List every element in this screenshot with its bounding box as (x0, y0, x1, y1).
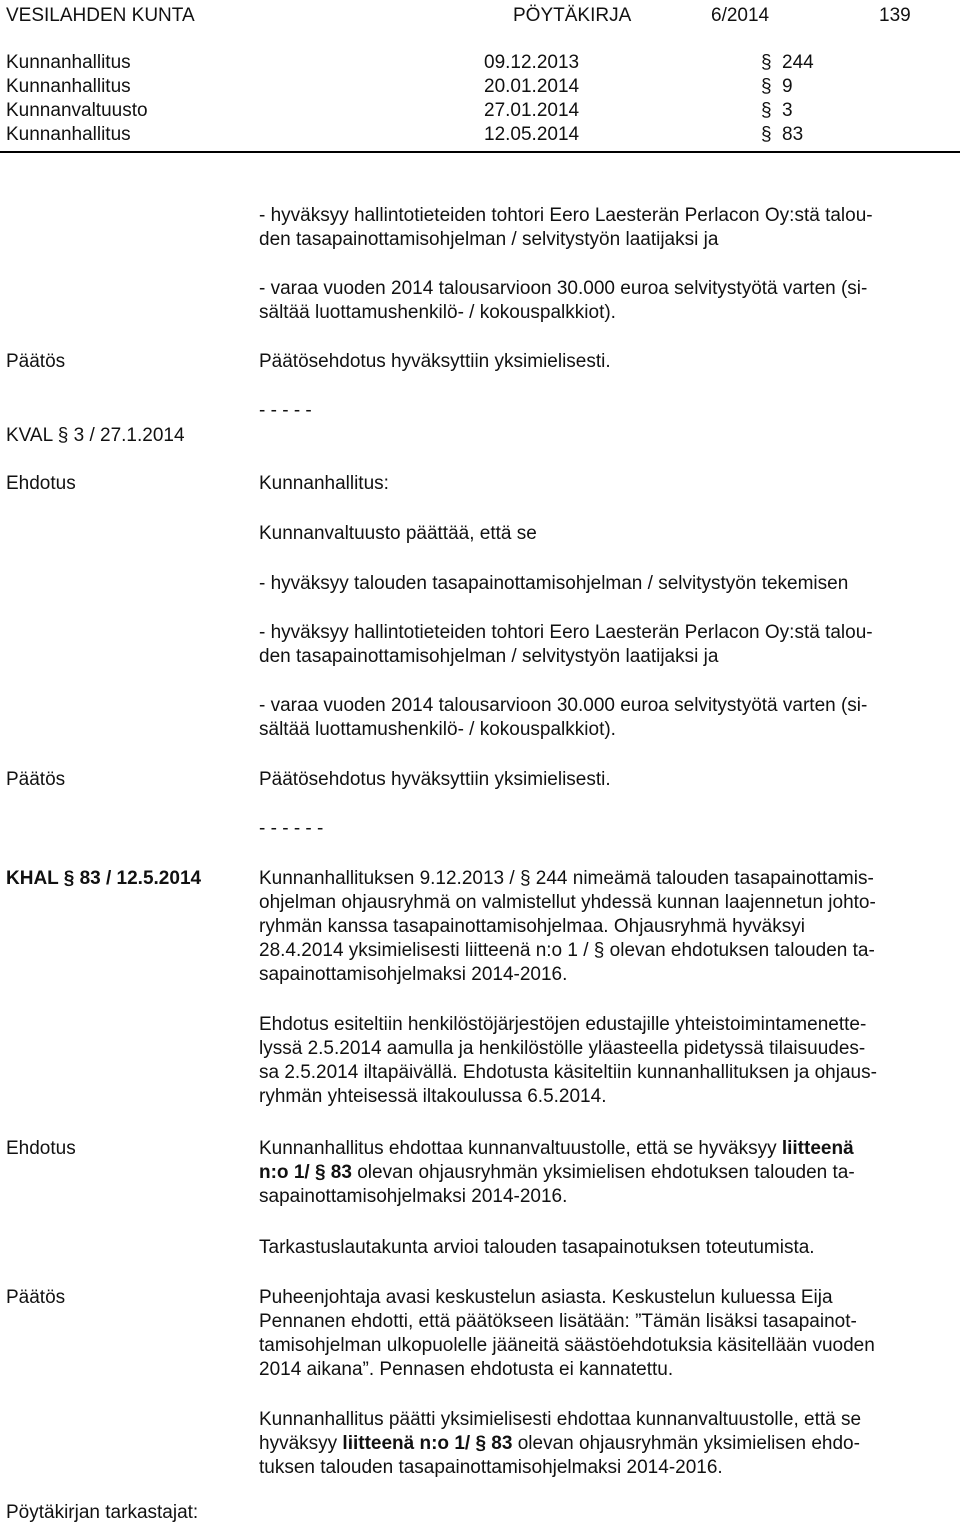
history-date: 27.01.2014 (484, 100, 580, 121)
body-line: ryhmän yhteisessä iltakoulussa 6.5.2014. (259, 1086, 607, 1107)
body-line: sapainottamisohjelmaksi 2014-2016. (259, 964, 568, 985)
page-number: 139 (879, 5, 911, 26)
section-sign-icon: § (761, 52, 772, 73)
history-body: Kunnanhallitus (6, 52, 131, 73)
body-line: - hyväksyy hallintotieteiden tohtori Eero Laesterän Perlacon Oy:stä talou- (259, 622, 873, 643)
body-line: - varaa vuoden 2014 talousarvioon 30.000 euroa selvitystyötä varten (si- (259, 695, 868, 716)
section-sign-icon: § (761, 124, 772, 145)
body-line (259, 1137, 854, 1161)
section-sign-icon: § (63, 868, 75, 889)
history-body: Kunnanhallitus (6, 76, 131, 97)
text-run: n:o 1/ (259, 1162, 315, 1183)
history-date: 09.12.2013 (484, 52, 580, 73)
section-sign-icon: § (761, 100, 772, 121)
body-line (259, 1432, 860, 1456)
text-run: liitteenä n:o 1/ (342, 1433, 476, 1454)
history-date: 20.01.2014 (484, 76, 580, 97)
body-line: - hyväksyy talouden tasapainottamisohjelman / selvitystyön tekemisen (259, 573, 849, 594)
body-line: - hyväksyy hallintotieteiden tohtori Eero Laesterän Perlacon Oy:stä talou- (259, 205, 873, 226)
doc-number: 6/2014 (711, 5, 770, 26)
org-name: VESILAHDEN KUNTA (6, 5, 195, 26)
khal-prefix: KHAL (6, 868, 64, 889)
footer-reviewers: Pöytäkirjan tarkastajat: (6, 1502, 199, 1523)
history-date: 12.05.2014 (484, 124, 580, 145)
body-line: Tarkastuslautakunta arvioi talouden tasapainotuksen toteutumista. (259, 1237, 815, 1258)
attachment-ref (342, 1433, 512, 1454)
history-body: Kunnanhallitus (6, 124, 131, 145)
body-line: tuksen talouden tasapainottamisohjelmaksi 2014-2016. (259, 1457, 723, 1478)
body-line: ryhmän kanssa tasapainottamisohjelmaa. Ohjausryhmä hyväksyi (259, 916, 805, 937)
body-line: Kunnanhallitus päätti yksimielisesti ehdottaa kunnanvaltuustolle, että se (259, 1409, 862, 1430)
section-sign-icon: § (593, 940, 605, 961)
body-line: Ehdotus esiteltiin henkilöstöjärjestöjen edustajille yhteistoimintamenette- (259, 1014, 867, 1035)
text-run: 83 (325, 1162, 352, 1183)
section-sign-icon: § (761, 76, 772, 97)
attachment-ref (259, 1162, 352, 1183)
text-run: 244 nimeämä talouden tasapainottamis- (530, 868, 874, 889)
section-sign-icon: § (57, 425, 69, 446)
history-number: 9 (782, 76, 793, 97)
separator: - - - - - - (259, 818, 324, 839)
decision-text: Päätösehdotus hyväksyttiin yksimielisesti. (259, 769, 611, 790)
body-line: sa 2.5.2014 iltapäivällä. Ehdotusta käsiteltiin kunnanhallituksen ja ohjaus- (259, 1062, 877, 1083)
text-run: olevan ohjausryhmän yksimielisen ehdo- (512, 1433, 860, 1454)
body-line: 2014 aikana”. Pennasen ehdotusta ei kannatettu. (259, 1359, 674, 1380)
header-divider (0, 151, 960, 153)
text-run: hyväksyy (259, 1433, 343, 1454)
history-body: Kunnanvaltuusto (6, 100, 148, 121)
body-line: tamisohjelman ulkopuolelle jääneitä säästöehdotuksia käsitellään vuoden (259, 1335, 875, 1356)
body-line: sapainottamisohjelmaksi 2014-2016. (259, 1186, 568, 1207)
khal-suffix: 83 / 12.5.2014 (74, 868, 202, 889)
text-run: 28.4.2014 yksimielisesti liitteenä n:o 1 / (259, 940, 594, 961)
body-line: sältää luottamushenkilö- / kokouspalkkiot). (259, 719, 616, 740)
paatos-label: Päätös (6, 1287, 66, 1308)
text-run: Kunnanhallituksen 9.12.2013 / (259, 868, 520, 889)
kval-suffix: 3 / 27.1.2014 (68, 425, 185, 446)
attachment-ref: liitteenä (781, 1138, 854, 1159)
khal-reference (6, 867, 201, 891)
body-line: - varaa vuoden 2014 talousarvioon 30.000 euroa selvitystyötä varten (si- (259, 278, 868, 299)
body-line: den tasapainottamisohjelman / selvitystyön laatijaksi ja (259, 646, 719, 667)
body-line: den tasapainottamisohjelman / selvitystyön laatijaksi ja (259, 229, 719, 250)
doc-type: PÖYTÄKIRJA (513, 5, 632, 26)
history-number: 244 (782, 52, 814, 73)
body-line: Pennanen ehdotti, että päätökseen lisätään: ”Tämän lisäksi tasapainot- (259, 1311, 857, 1332)
text-run: olevan ohjausryhmän yksimielisen ehdotuksen talouden ta- (351, 1162, 855, 1183)
body-line (259, 867, 874, 891)
body-line: lyssä 2.5.2014 aamulla ja henkilöstölle yläasteella pidetyssä tilaisuudes- (259, 1038, 866, 1059)
history-number: 83 (782, 124, 804, 145)
text-run: Kunnanhallitus ehdottaa kunnanvaltuustolle, että se hyväksyy (259, 1138, 782, 1159)
body-line: ohjelman ohjausryhmä on valmistellut yhdessä kunnan laajennetun johto- (259, 892, 876, 913)
paatos-label: Päätös (6, 769, 66, 790)
body-line (259, 939, 875, 963)
body-line: Puheenjohtaja avasi keskustelun asiasta. Keskustelun kuluessa Eija (259, 1287, 833, 1308)
section-sign-icon: § (519, 868, 531, 889)
proposer: Kunnanhallitus: (259, 473, 389, 494)
section-sign-icon: § (475, 1433, 487, 1454)
section-sign-icon: § (314, 1162, 326, 1183)
decision-text: Päätösehdotus hyväksyttiin yksimielisesti. (259, 351, 611, 372)
text-run: olevan ehdotuksen talouden ta- (604, 940, 875, 961)
history-number: 3 (782, 100, 793, 121)
kval-prefix: KVAL (6, 425, 58, 446)
text-run: 83 (486, 1433, 513, 1454)
body-line: sältää luottamushenkilö- / kokouspalkkiot). (259, 302, 616, 323)
paatos-label: Päätös (6, 351, 66, 372)
ehdotus-label: Ehdotus (6, 1138, 76, 1159)
kval-reference (6, 424, 185, 448)
ehdotus-label: Ehdotus (6, 473, 76, 494)
body-line (259, 1161, 855, 1185)
separator: - - - - - (259, 400, 312, 421)
body-line: Kunnanvaltuusto päättää, että se (259, 523, 537, 544)
